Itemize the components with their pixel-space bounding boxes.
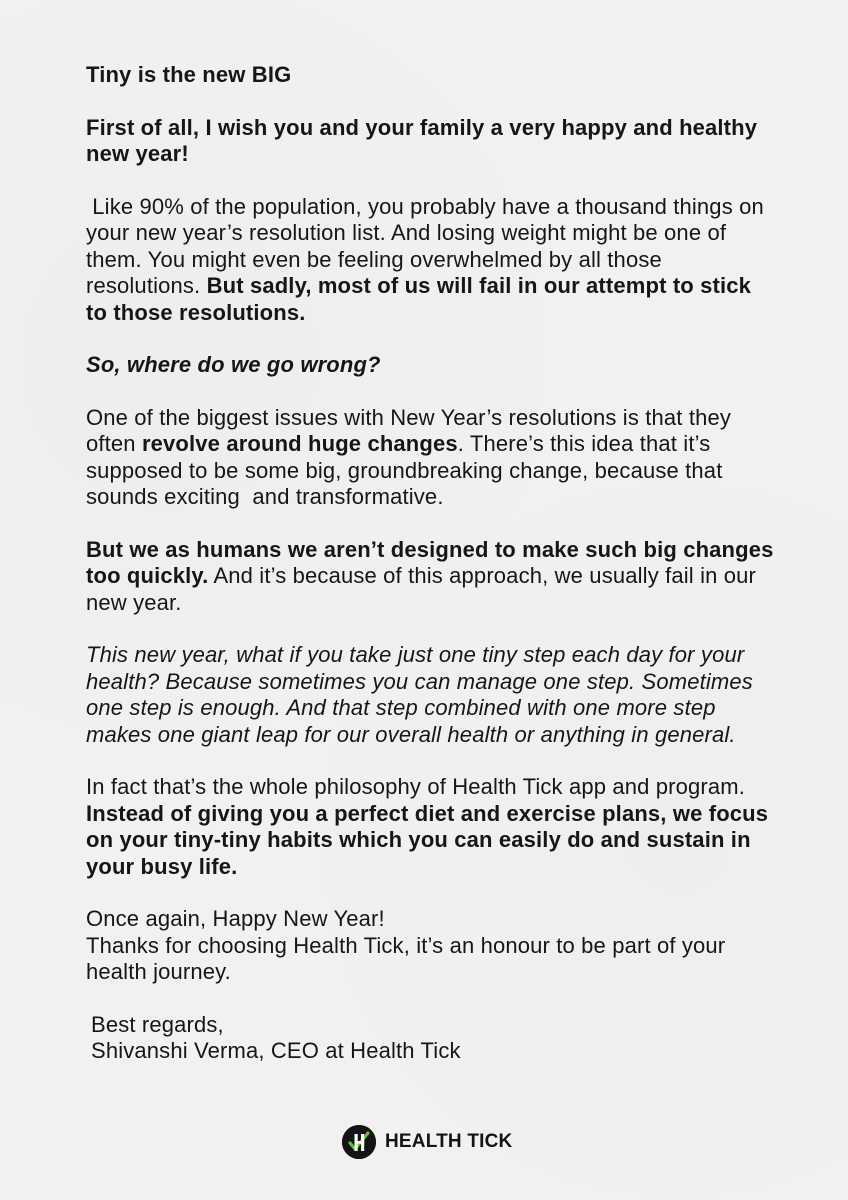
paragraph-resolutions-bold: But sadly, most of us will fail in our attempt to stick to those resolutions. [86,273,752,325]
paragraph-resolutions-text: Like 90% of the population, you probably have a thousand things on your new year’s resolution list. And losing weight might be one of them. You might even be feeling overwhelmed by all those resolutions. [86,193,771,298]
closing-line-1: Once again, Happy New Year! [86,906,385,931]
closing [86,906,776,986]
question-heading: So, where do we go wrong? [86,352,381,377]
health-tick-logo-icon [342,1125,376,1159]
paragraph-philosophy-text: In fact that’s the whole philosophy of Health Tick app and program. [86,774,746,799]
paragraph-issues-text-2: . There’s this idea that it’s supposed to be some big, groundbreaking change, because that sounds exciting and transformative. [86,431,729,509]
greeting: First of all, I wish you and your family a very happy and healthy new year! [86,114,758,166]
paragraph-humans-text: And it’s because of this approach, we usually fail in our new year. [86,563,757,615]
signature-name: Shivanshi Verma, CEO at Health Tick [91,1038,461,1063]
signature-regards: Best regards, [91,1011,224,1037]
signature [86,1012,776,1065]
paragraph-humans [86,537,776,617]
paragraph-philosophy [86,774,776,880]
closing-line-2: Thanks for choosing Health Tick, it’s an honour to be part of your health journey. [86,932,726,984]
paragraph-philosophy-bold: Instead of giving you a perfect diet and exercise plans, we focus on your tiny-tiny habits which you can easily do and sustain in your busy life. [86,800,769,879]
letter-body [86,62,776,1065]
paragraph-issues-bold: revolve around huge changes [141,431,458,456]
paragraph-issues [86,405,776,511]
paragraph-issues-text-1: One of the biggest issues with New Year’s resolutions is that they often [86,404,731,456]
paragraph-humans-bold: But we as humans we aren’t designed to make such big changes too quickly. [86,536,774,588]
logo-text: HEALTH TICK [385,1131,513,1152]
paragraph-resolutions [86,194,776,327]
letter-title: Tiny is the new BIG [86,62,292,87]
health-tick-logo [342,1122,512,1162]
paragraph-tiny-step: This new year, what if you take just one tiny step each day for your health? Because sometimes you can manage one step. Sometimes one step is enough. And that step combined with one more step makes one giant leap for our overall health or anything in general. [86,642,753,747]
